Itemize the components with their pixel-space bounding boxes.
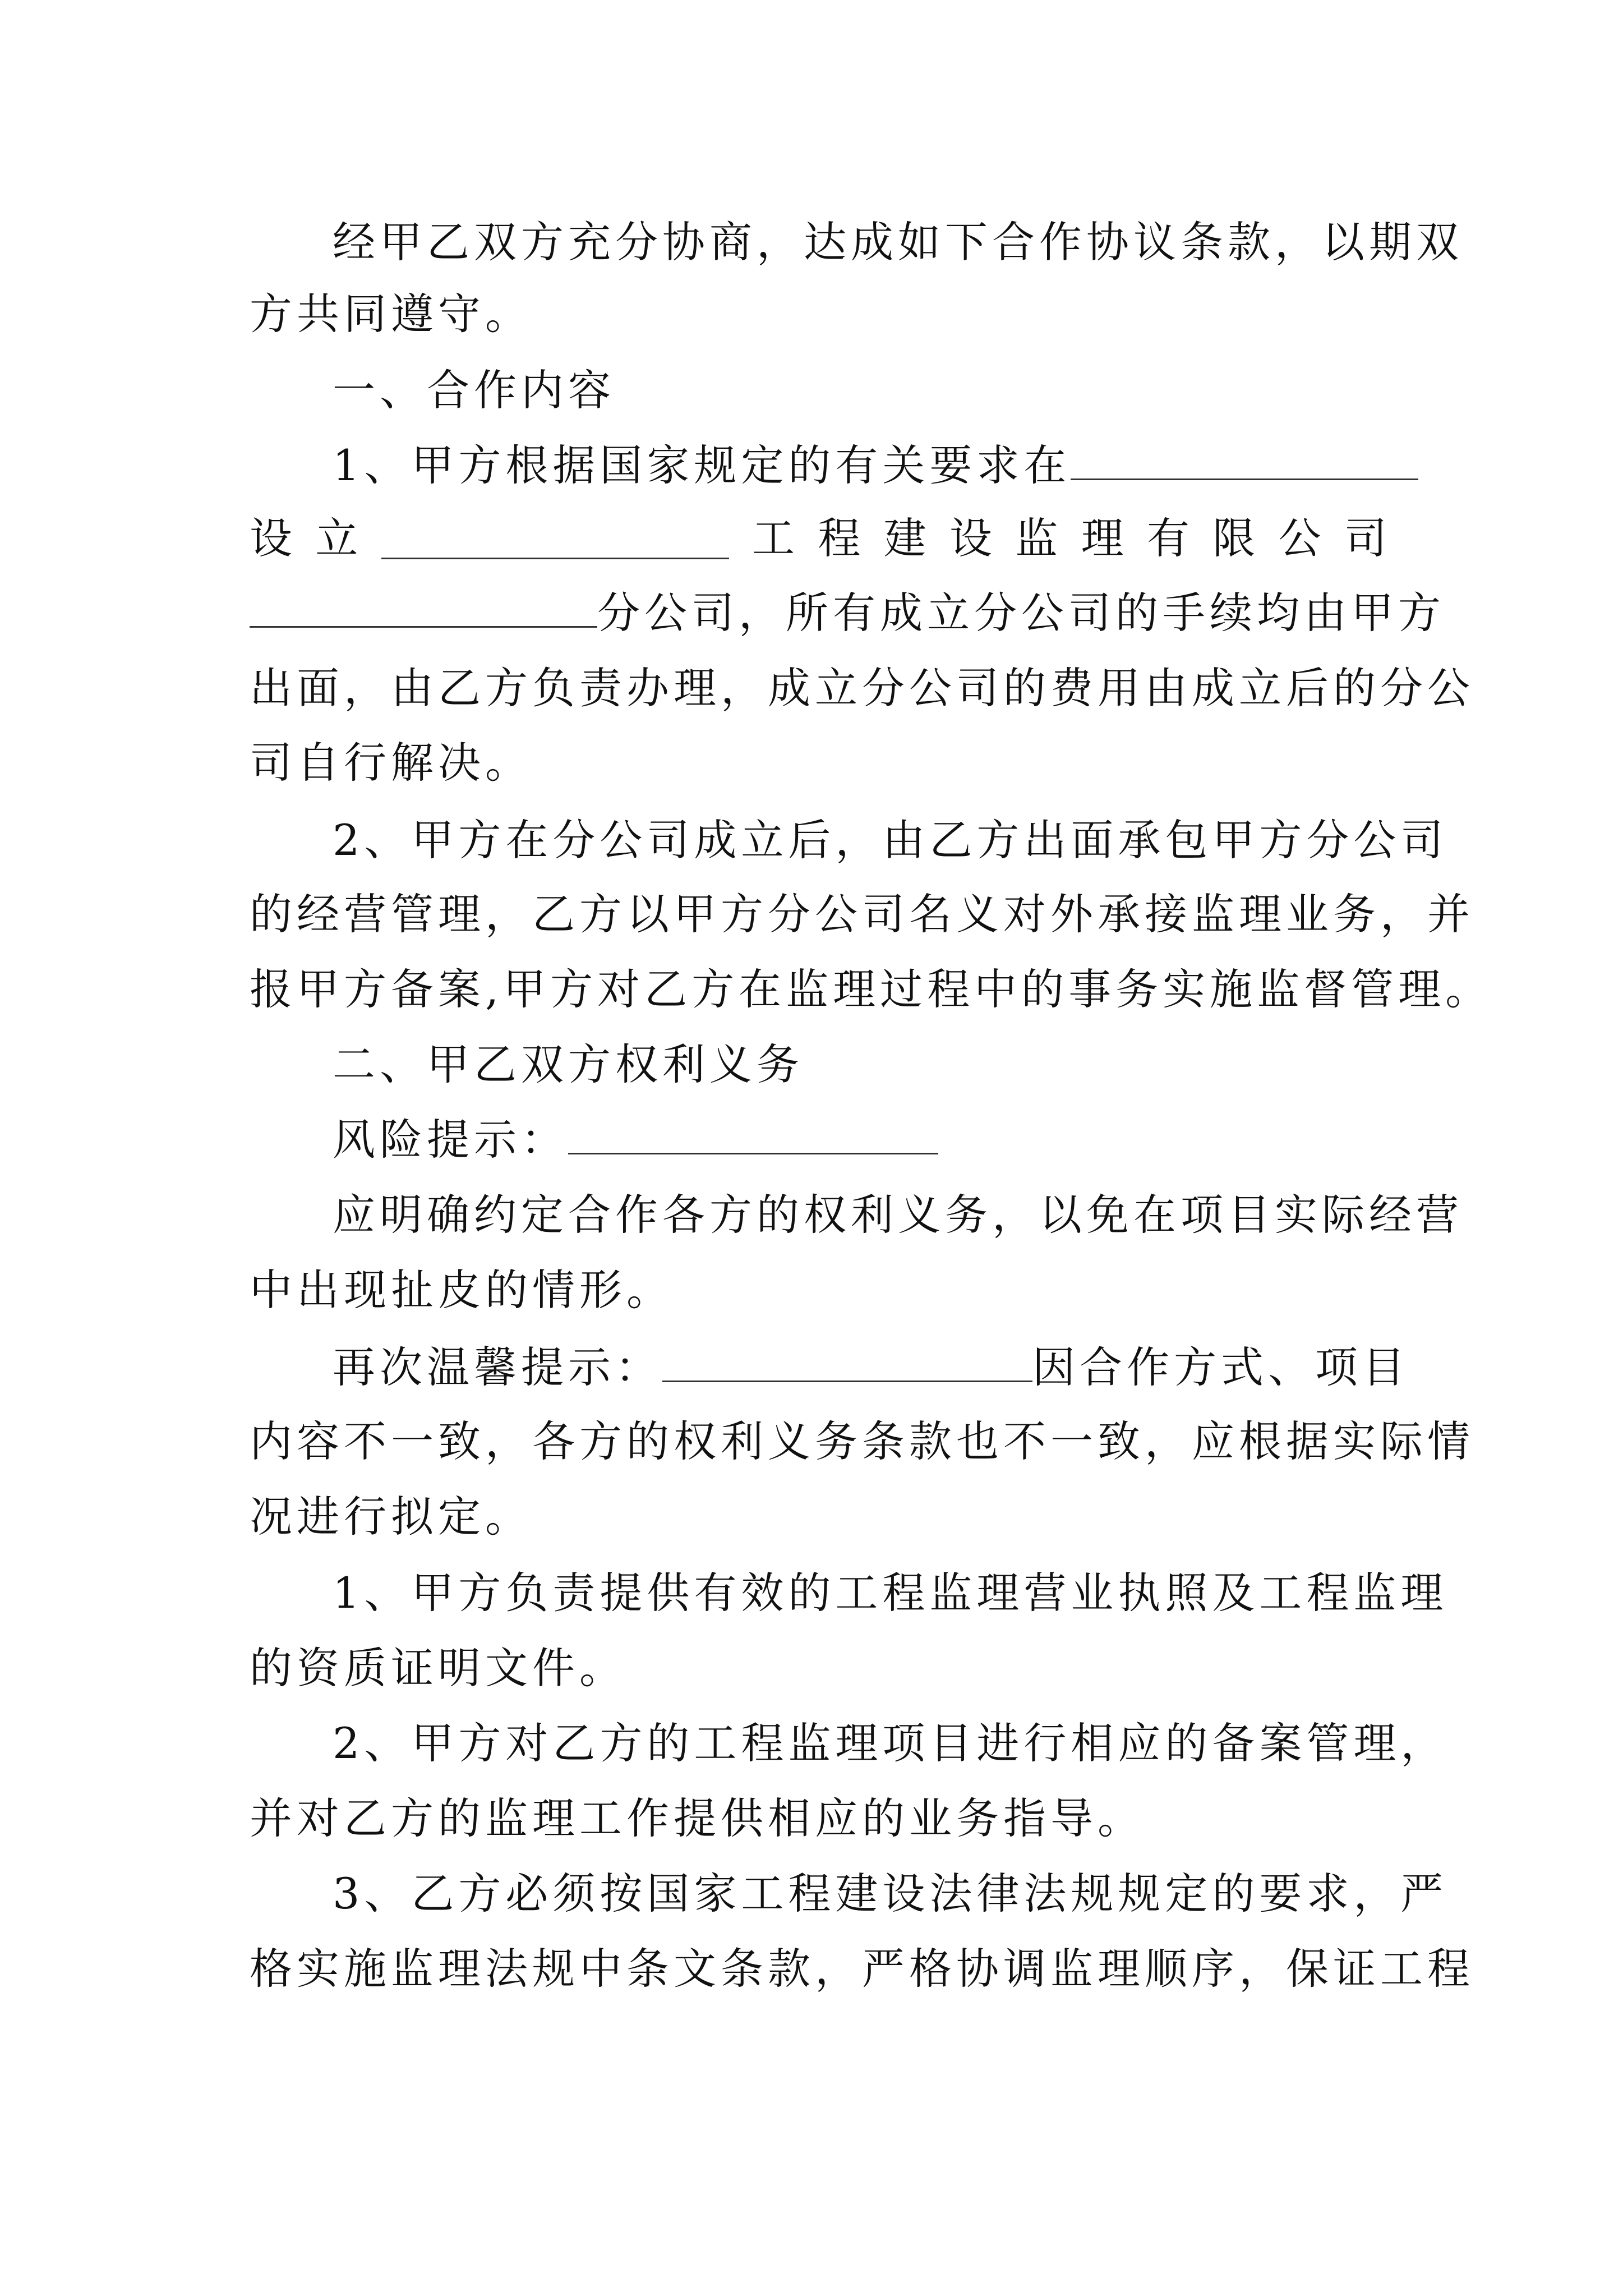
paragraph-line: 中出现扯皮的情形。	[250, 1265, 674, 1315]
char: 理	[1081, 513, 1124, 563]
paragraph-line: 的经营管理，乙方以甲方分公司名义对外承接监理业务，并	[250, 889, 1474, 939]
clause-text: 1、甲方根据国家规定的有关要求在	[333, 440, 1071, 490]
paragraph-line: 方共同遵守。	[250, 289, 532, 339]
fill-in-blank[interactable]	[250, 587, 597, 628]
fill-in-blank[interactable]	[381, 518, 729, 559]
paragraph-line: 3、乙方必须按国家工程建设法律法规规定的要求，严	[333, 1869, 1448, 1918]
fill-in-blank[interactable]	[1071, 439, 1418, 480]
char: 建	[883, 513, 926, 563]
section-heading: 一、合作内容	[333, 365, 615, 415]
char: 设	[250, 513, 292, 563]
char: 有	[1146, 513, 1189, 563]
char: 工	[751, 513, 795, 563]
paragraph-line	[333, 1337, 1409, 1398]
paragraph-line: 出面，由乙方负责办理，成立分公司的费用由成立后的分公	[250, 663, 1474, 713]
section-heading: 二、甲乙双方权利义务	[333, 1039, 804, 1089]
paragraph-line	[333, 1109, 1470, 1171]
char: 公	[1278, 513, 1321, 563]
paragraph-line: 2、甲方对乙方的工程监理项目进行相应的备案管理，	[333, 1718, 1448, 1768]
clause-text: 分公司，所有成立分公司的手续均由甲方	[597, 588, 1445, 638]
tip-label: 再次温馨提示：	[333, 1342, 662, 1392]
paragraph-line: 并对乙方的监理工作提供相应的业务指导。	[250, 1793, 1145, 1843]
fill-in-blank[interactable]	[568, 1114, 938, 1154]
paragraph-line	[250, 582, 1445, 644]
clause-text: 因合作方式、项目	[1032, 1342, 1409, 1392]
risk-label: 风险提示：	[333, 1115, 568, 1165]
paragraph-line: 经甲乙双方充分协商，达成如下合作协议条款，以期双	[333, 217, 1463, 267]
paragraph-line: 况进行拟定。	[250, 1492, 532, 1542]
char: 设	[949, 513, 992, 563]
fill-in-blank[interactable]	[662, 1341, 1032, 1382]
char: 限	[1212, 513, 1256, 563]
char: 立	[315, 513, 358, 563]
paragraph-line	[250, 508, 1387, 569]
paragraph-line: 1、甲方负责提供有效的工程监理营业执照及工程监理	[333, 1568, 1448, 1618]
paragraph-line	[333, 435, 1387, 496]
paragraph-line: 应明确约定合作各方的权利义务，以免在项目实际经营	[333, 1190, 1463, 1240]
char: 程	[818, 513, 861, 563]
paragraph-line: 内容不一致，各方的权利义务条款也不一致，应根据实际情	[250, 1416, 1474, 1466]
paragraph-line: 格实施监理法规中条文条款，严格协调监理顺序，保证工程	[250, 1944, 1474, 1994]
paragraph-line: 报甲方备案,甲方对乙方在监理过程中的事务实施监督管理。	[250, 964, 1493, 1014]
char: 司	[1344, 513, 1387, 563]
paragraph-line: 司自行解决。	[250, 738, 532, 788]
char: 监	[1015, 513, 1058, 563]
paragraph-line: 的资质证明文件。	[250, 1643, 626, 1693]
paragraph-line: 2、甲方在分公司成立后，由乙方出面承包甲方分公司	[333, 815, 1448, 865]
